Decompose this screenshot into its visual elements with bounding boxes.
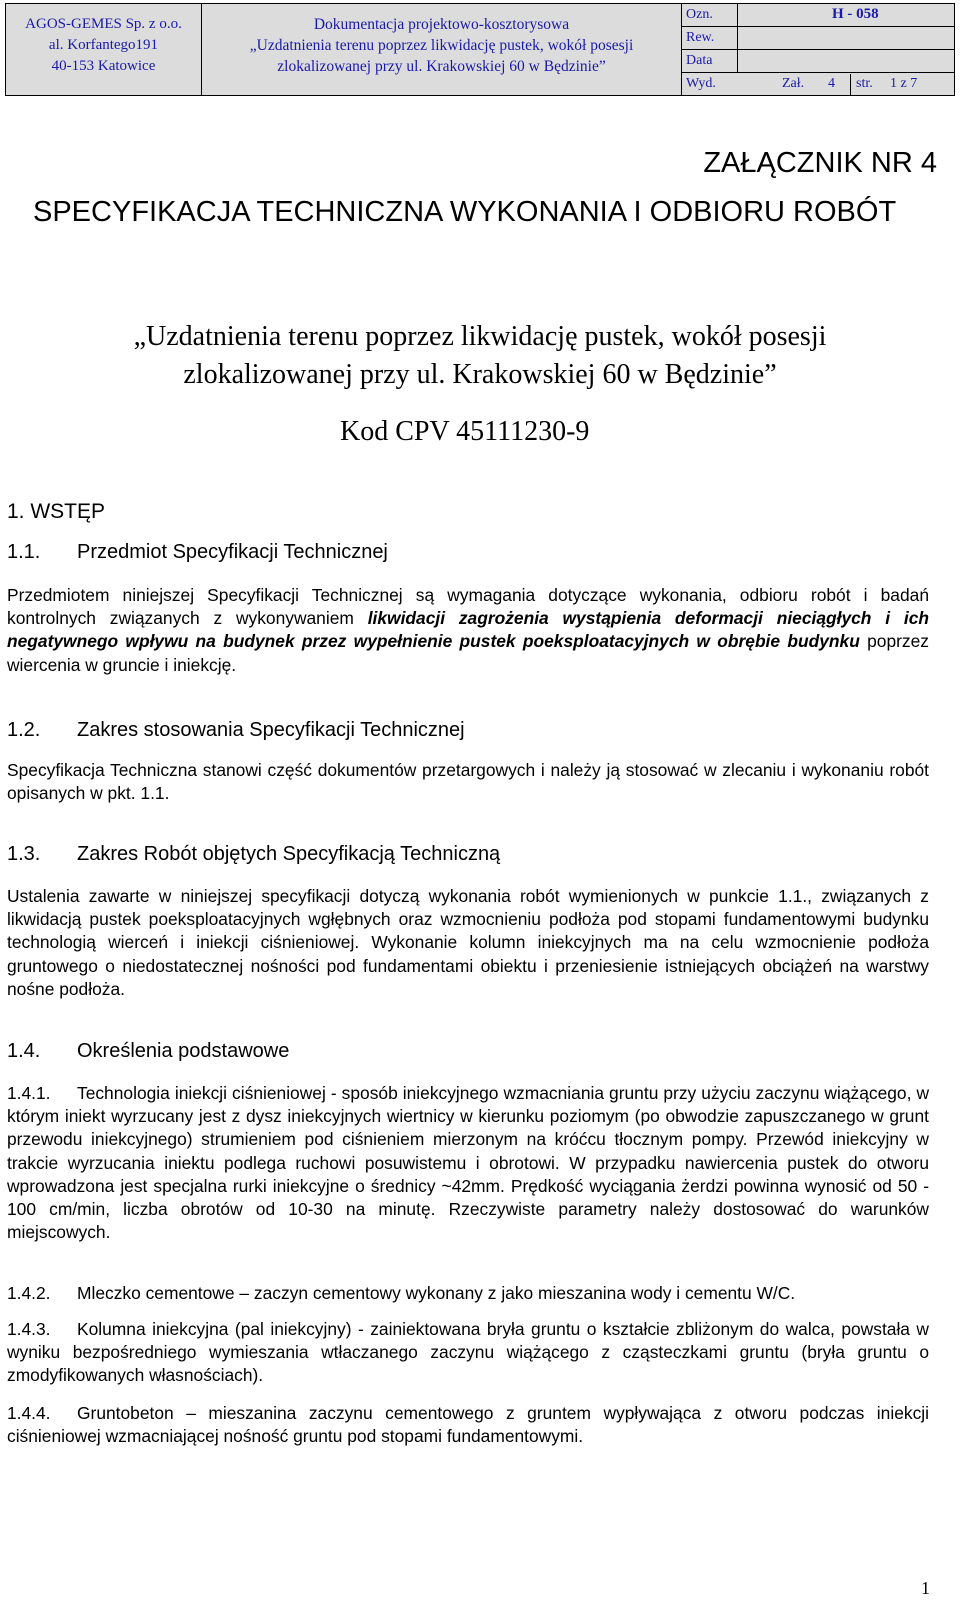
paragraph-text: Przedmiotem niniejszej Specyfikacji Technicznej są wymagania dotyczące wykonania, odbioru robót i badań kontrolnych związanych z wykonywaniem [7,585,929,629]
str-value: 1 z 7 [890,76,918,91]
paragraph-number: 1.4.3. [7,1319,51,1339]
paragraph-1-3: Ustalenia zawarte w niniejszej specyfikacji dotyczą wykonania robót wymienionych w punkcie 1.1., związanych z likwidacją pustek poeksploatacyjnych wgłębnych oraz wzmocnieniu podłoża pod stopami fundamentowymi budynku technologią wierceń i iniekcji ciśnieniowej. Wykonanie kolumn iniekcyjnych ma na celu wzmocnienie podłoża gruntowego o niedostatecznej nośności pod fundamentami obiektu i przeniesienie istniejących obciążeń na warstwy nośne podłoża. [7,886,929,999]
paragraph-text: Gruntobeton – mieszanina zaczynu cementowego z gruntem wypływająca z otworu podczas iniekcji ciśnieniowej wzmacniającej nośność gruntu pod stopami fundamentowymi. [7,1403,929,1447]
page-number: 1 [921,1578,930,1598]
paragraph-1-4-4 [7,1402,929,1448]
section-title: Określenia podstawowe [77,1040,290,1062]
project-title [0,318,960,394]
section-number: 1.3. [7,843,41,865]
zal-label: Zał. [782,76,805,91]
section-1-2-heading [7,719,465,742]
paragraph-emphasis: likwidacji zagrożenia wystąpienia deformacji nieciągłych i ich negatywnego wpływu na budynek przez wypełnienie pustek poeksploatacyjnych w obrębie budynku [7,608,930,652]
paragraph-number: 1.4.1. [7,1083,51,1103]
wyd-label: Wyd. [686,76,716,91]
project-title-line-2: zlokalizowanej przy ul. Krakowskiej 60 w Będzinie” [183,359,777,390]
spec-title: SPECYFIKACJA TECHNICZNA WYKONANIA I ODBIORU ROBÓT [33,196,897,228]
zal-value: 4 [828,76,835,91]
paragraph-1-2: Specyfikacja Techniczna stanowi część dokumentów przetargowych i należy ją stosować w zlecaniu i wykonaniu robót opisanych w pkt. 1.1. [7,760,929,804]
paragraph-1-4-3 [7,1318,929,1388]
section-1-4-heading [7,1040,289,1063]
paragraph-number: 1.4.2. [7,1283,51,1303]
doc-meta-block [682,4,954,95]
paragraph-number: 1.4.4. [7,1403,51,1423]
section-number: 1.2. [7,719,41,741]
paragraph-text: Mleczko cementowe – zaczyn cementowy wykonany z jako mieszanina wody i cementu W/C. [77,1283,796,1303]
company-street: al. Korfantego191 [48,37,159,53]
company-block [6,4,202,95]
paragraph-1-1 [7,584,929,677]
section-1-3-heading [7,843,500,866]
project-title-line-1: „Uzdatnienia terenu poprzez likwidację pustek, wokół posesji [133,321,827,352]
cpv-code: Kod CPV 45111230-9 [340,416,590,447]
section-title: Przedmiot Specyfikacji Technicznej [77,541,388,563]
company-city: 40-153 Katowice [51,58,156,74]
doc-title-line-2: zlokalizowanej przy ul. Krakowskiej 60 w Będzinie” [277,58,606,75]
annex-title: ZAŁĄCZNIK NR 4 [703,147,937,179]
section-number: 1.4. [7,1040,41,1062]
paragraph-text: poprzez wiercenia w gruncie i iniekcję. [7,631,929,675]
section-title: Zakres stosowania Specyfikacji Technicznej [77,719,465,741]
doc-type: Dokumentacja projektowo-kosztorysowa [313,16,570,33]
document-header [5,3,955,96]
paragraph-text: Kolumna iniekcyjna (pal iniekcyjny) - zainiektowana bryła gruntu o kształcie zbliżonym do walca, powstała w wyniku bezpośredniego wymieszania wtłaczanego zaczynu wiążącego z cząsteczkami gruntu (bryła gruntu o zmodyfikowanych własnościach). [7,1319,929,1386]
doc-title-block [202,4,682,95]
doc-title-line-1: „Uzdatnienia terenu poprzez likwidację pustek, wokół posesji [249,37,634,54]
section-number: 1.1. [7,541,41,563]
data-label: Data [686,53,713,68]
section-title: Zakres Robót objętych Specyfikacją Techniczną [77,843,501,865]
heading-introduction: 1. WSTĘP [7,500,106,523]
company-name: AGOS-GEMES Sp. z o.o. [25,16,182,32]
doc-revision-row [682,74,954,96]
section-1-1-heading [7,541,388,564]
paragraph-1-4-2 [7,1282,929,1305]
str-label: str. [856,76,873,91]
doc-code: H - 058 [832,6,879,22]
ozn-label: Ozn. [686,7,713,22]
paragraph-text: Technologia iniekcji ciśnieniowej - sposób iniekcyjnego wzmacniania gruntu przy użyciu zaczynu wiążącego, w którym iniekt wyrzucany jest z dysz iniekcyjnych wiertnicy w kierunku poziomym (po obwodzie zapuszczanego w grunt przewodu iniekcyjnego) strumieniem pod ciśnieniem mierzonym na króćcu tłocznym pompy. Przewód iniekcyjny w trakcie wyrzucania iniektu podlega ruchowi posuwistemu i obrotowi. W przypadku nawiercenia pustek do otworu wprowadzona jest specjalna rurki iniekcyjne o średnicy ~42mm. Prędkość wyciągania żerdzi powinna wynosić od 50 - 100 cm/min, liczba obrotów od 10-30 na minutę. Rzeczywiste parametry należy dostosować do warunków miejscowych. [7,1083,929,1243]
rew-label: Rew. [686,30,715,45]
paragraph-1-4-1 [7,1082,929,1244]
